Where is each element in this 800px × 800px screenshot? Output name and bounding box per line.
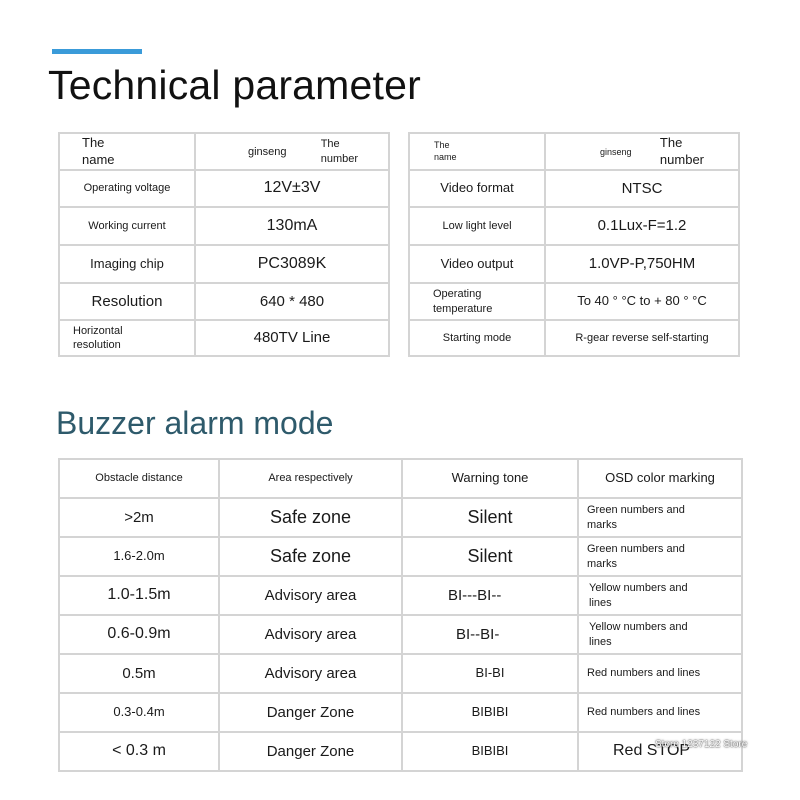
- parameter-table-right: [408, 132, 740, 357]
- table-row: [59, 654, 742, 693]
- param-value: 130mA: [266, 216, 318, 234]
- buzzer-alarm-table: [58, 458, 743, 772]
- name-column-header: The name: [434, 139, 457, 162]
- title-accent-bar: [52, 49, 142, 54]
- param-label: Low light level: [442, 219, 512, 232]
- ginseng-column-header: ginseng: [600, 146, 632, 157]
- table-header-row: [59, 133, 389, 170]
- area-cell: Danger Zone: [266, 742, 355, 760]
- param-value: 1.0VP-P,750HM: [588, 255, 696, 273]
- tone-cell: BI---BI--: [448, 586, 502, 604]
- param-label: Resolution: [91, 292, 163, 310]
- table-row: [59, 693, 742, 732]
- param-label: Imaging chip: [90, 255, 164, 271]
- area-cell: Advisory area: [264, 625, 357, 643]
- param-label: Video output: [440, 255, 514, 271]
- param-label: Horizontal resolution: [73, 324, 123, 351]
- osd-cell: Green numbers and marks: [587, 504, 685, 531]
- table-row: [409, 207, 739, 245]
- store-watermark: Store 1237122 Store: [655, 739, 748, 750]
- param-value: R-gear reverse self-starting: [575, 331, 709, 344]
- osd-cell: Red numbers and lines: [587, 706, 701, 719]
- osd-cell: Yellow numbers and lines: [589, 582, 688, 609]
- column-header: Area respectively: [268, 472, 353, 485]
- table-row: [59, 320, 389, 356]
- param-value: PC3089K: [257, 254, 327, 272]
- column-header: Obstacle distance: [95, 472, 183, 485]
- distance-cell: 0.5m: [122, 664, 156, 682]
- table-row: [409, 283, 739, 320]
- table-row: [59, 498, 742, 537]
- osd-cell: Red STOP: [613, 742, 691, 760]
- param-label: Video format: [440, 180, 514, 196]
- ginseng-column-header: ginseng: [248, 145, 287, 158]
- param-label: Operating voltage: [83, 182, 171, 195]
- name-column-header: The name: [82, 134, 115, 167]
- param-value: To 40 ° °C to + 80 ° °C: [577, 293, 707, 309]
- area-cell: Safe zone: [269, 506, 352, 527]
- param-label: Working current: [88, 219, 166, 232]
- tone-cell: BI--BI-: [456, 625, 500, 643]
- table-row: [409, 245, 739, 283]
- area-cell: Safe zone: [269, 545, 352, 566]
- tone-cell: BIBIBI: [471, 743, 509, 759]
- number-column-header: The number: [320, 138, 358, 165]
- table-header-row: [409, 133, 739, 170]
- param-value: 640 * 480: [259, 292, 325, 310]
- table-row: [59, 170, 389, 207]
- number-column-header: The number: [659, 134, 704, 167]
- table-row: [59, 732, 742, 771]
- column-header: OSD color marking: [605, 470, 715, 486]
- table-row: [59, 207, 389, 245]
- area-cell: Advisory area: [264, 664, 357, 682]
- param-label: Starting mode: [442, 331, 512, 344]
- distance-cell: < 0.3 m: [112, 742, 166, 760]
- table-header-row: [59, 459, 742, 498]
- area-cell: Advisory area: [264, 586, 357, 604]
- table-row: [59, 283, 389, 320]
- area-cell: Danger Zone: [266, 703, 355, 721]
- osd-cell: Red numbers and lines: [587, 667, 701, 680]
- param-value: NTSC: [621, 179, 663, 197]
- table-row: [59, 245, 389, 283]
- distance-cell: 0.6-0.9m: [107, 625, 171, 643]
- distance-cell: 1.6-2.0m: [113, 548, 165, 564]
- tone-cell: Silent: [467, 545, 513, 566]
- distance-cell: 1.0-1.5m: [107, 586, 171, 604]
- table-row: [409, 320, 739, 356]
- table-row: [59, 615, 742, 654]
- column-header: Warning tone: [451, 470, 529, 486]
- param-label: Operating temperature: [433, 288, 493, 315]
- distance-cell: >2m: [124, 508, 154, 526]
- section-title: Buzzer alarm mode: [56, 405, 334, 441]
- osd-cell: Green numbers and marks: [587, 543, 685, 570]
- tone-cell: Silent: [467, 506, 513, 527]
- distance-cell: 0.3-0.4m: [113, 704, 165, 720]
- table-row: [409, 170, 739, 207]
- table-row: [59, 537, 742, 576]
- parameter-table-left: [58, 132, 390, 357]
- param-value: 12V±3V: [263, 179, 321, 197]
- table-row: [59, 576, 742, 615]
- tone-cell: BI-BI: [475, 665, 505, 681]
- tone-cell: BIBIBI: [471, 704, 509, 720]
- osd-cell: Yellow numbers and lines: [589, 621, 688, 648]
- param-value: 480TV Line: [253, 329, 331, 347]
- param-value: 0.1Lux-F=1.2: [597, 217, 687, 235]
- page-title: Technical parameter: [48, 62, 421, 108]
